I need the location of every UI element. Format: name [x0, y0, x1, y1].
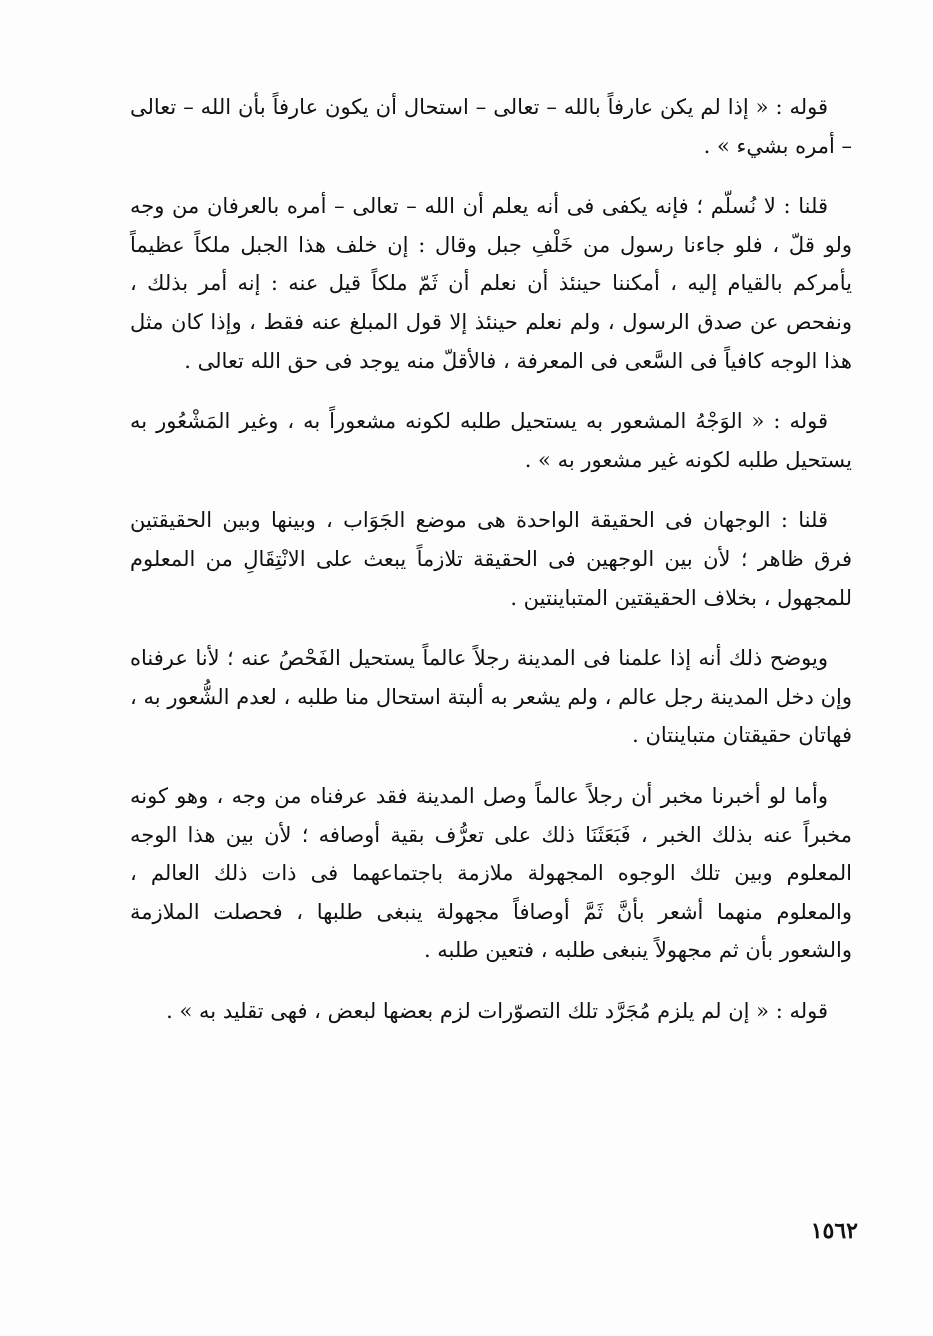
paragraph-6: وأما لو أخبرنا مخبر أن رجلاً عالماً وصل المدينة فقد عرفناه من وجه ، وهو كونه مخبراً عنه بذلك الخبر ، فَبَعَثَنَا ذلك على تعرُّف بقية أوصافه ؛ لأن بين هذا الوجه المعلوم وبين تلك الوجوه المجهولة ملازمة باجتماعهما فى ذات ذلك العالم ، والمعلوم منهما أشعر بأنَّ ثَمَّ أوصافاً مجهولة ينبغى طلبها ، فحصلت الملازمة والشعور بأن ثم مجهولاً ينبغى طلبه ، فتعين طلبه . — [130, 783, 852, 963]
paragraph-5: ويوضح ذلك أنه إذا علمنا فى المدينة رجلاً عالماً يستحيل الفَحْصُ عنه ؛ لأنا عرفناه وإن دخل المدينة رجل عالم ، ولم يشعر به ألبتة استحال منا طلبه ، لعدم الشُّعور به ، فهاتان حقيقتان متباينتان . — [130, 646, 852, 748]
page-number: ١٥٦٢ — [810, 1218, 858, 1244]
paragraph-7: قوله : « إن لم يلزم مُجَرَّد تلك التصوّرات لزم بعضها لبعض ، فهى تقليد به » . — [166, 998, 828, 1023]
paragraph-1: قوله : « إذا لم يكن عارفاً بالله – تعالى – استحال أن يكون عارفاً بأن الله – تعالى – أمره بشيء » . — [130, 95, 852, 158]
paragraph-2: قلنا : لا نُسلّم ؛ فإنه يكفى فى أنه يعلم أن الله – تعالى – أمره بالعرفان من وجه ولو قلّ ، فلو جاءنا رسول من خَلْفِ جبل وقال : إن خلف هذا الجبل ملكاً عظيماً يأمركم بالقيام إليه ، أمكننا حينئذ أن نعلم أن ثَمّ ملكاً قيل عنه : إنه أمر بذلك ، ونفحص عن صدق الرسول ، ولم نعلم حينئذ إلا قول المبلغ عنه فقط ، وإذا كان مثل هذا الوجه كافياً فى السَّعى فى المعرفة ، فالأقلّ منه يوجد فى حق الله تعالى . — [130, 194, 852, 373]
paragraph-4: قلنا : الوجهان فى الحقيقة الواحدة هى موضع الجَوَاب ، وبينها وبين الحقيقتين فرق ظاهر ؛ لأن بين الوجهين فى الحقيقة تلازماً يبعث على الانْتِقَالِ من المعلوم للمجهول ، بخلاف الحقيقتين المتباينتين . — [130, 508, 852, 610]
paragraph-3: قوله : « الوَجْهُ المشعور به يستحيل طلبه لكونه مشعوراً به ، وغير المَشْعُور به يستحيل طلبه لكونه غير مشعور به » . — [130, 409, 852, 472]
body-text — [130, 88, 852, 1052]
